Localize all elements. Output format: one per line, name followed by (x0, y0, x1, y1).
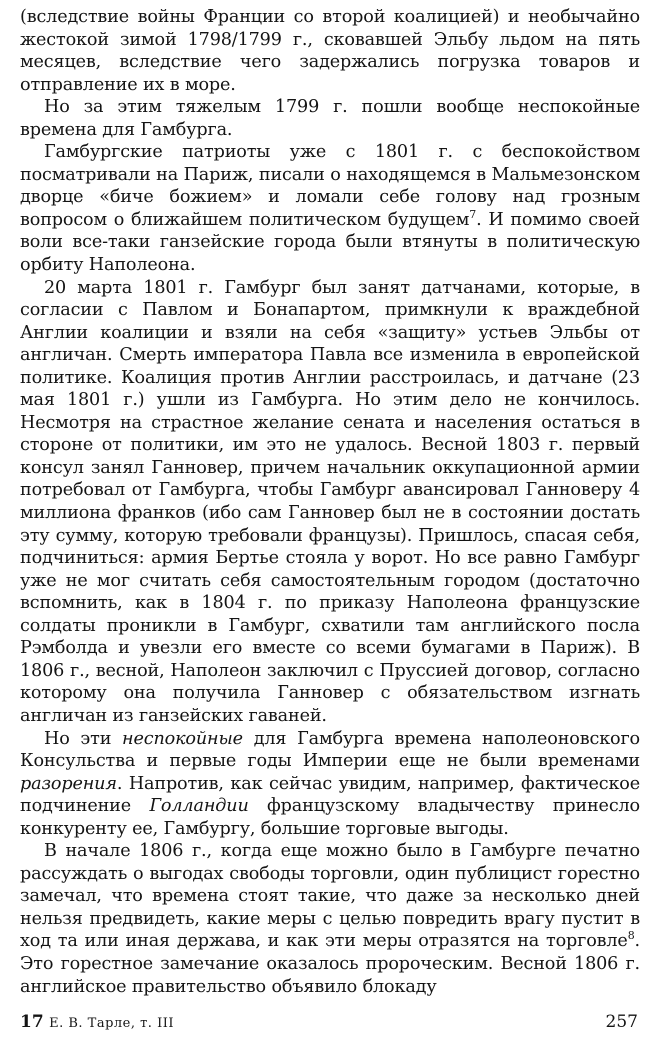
page-footer (20, 1012, 638, 1038)
paragraph-1 (20, 6, 640, 96)
signature-number: 17 (20, 1012, 44, 1032)
text-run: французскому владычеству принесло конкуренту ее, Гамбургу, большие торговые выгоды. (20, 796, 640, 839)
printer-signature (20, 1012, 174, 1032)
text-run: для Гамбурга времена наполеоновского Консульства и первые годы Империи еще не были временами (20, 728, 640, 772)
text-run: В начале 1806 г., когда еще можно было в Гамбурге печатно рассуждать о выгодах свободы торговли, один публицист горестно замечал, что времена стоят такие, что даже за несколько дней нельзя предвидеть, какие меры с целью повредить врагу пустит в ход та или иная держава, и как эти меры отразятся на торговле (20, 841, 640, 952)
text-run: Но эти (44, 728, 123, 749)
emphasis-text: Голландии (149, 796, 249, 817)
footnote-marker: 7 (469, 208, 477, 222)
text-run: (вследствие войны Франции со второй коалицией) и необычайно жестокой зимой 1798/1799 г., сковавшей Эльбу льдом на пять месяцев, вследствие чего задержались погрузка товаров и отправление их в море. (20, 7, 640, 95)
text-run: Но за этим тяжелым 1799 г. пошли вообще неспокойные времена для Гамбурга. (20, 97, 640, 140)
signature-text: Е. В. Тарле, т. III (49, 1016, 174, 1031)
text-run: . И помимо своей воли все-таки ганзейские города были втянуты в политическую орбиту Наполеона. (20, 209, 640, 276)
emphasis-text: разорения (20, 773, 117, 794)
text-run: Гамбургские патриоты уже с 1801 г. с беспокойством посматривали на Париж, писали о находящемся в Мальмезонском дворце «биче божием» и ломали себе голову над грозным вопросом о ближайшем политическом будущем (20, 142, 640, 230)
text-run: . Это горестное замечание оказалось пророческим. Весной 1806 г. английское правительство объявило блокаду (20, 931, 640, 997)
paragraph-3 (20, 141, 640, 276)
text-run: . Напротив, как сейчас увидим, например, фактическое подчинение (20, 773, 640, 817)
footnote-marker: 8 (627, 929, 635, 943)
paragraph-4 (20, 277, 640, 728)
paragraph-6 (20, 840, 640, 998)
paragraph-2 (20, 96, 640, 141)
text-run: 20 марта 1801 г. Гамбург был занят датчанами, которые, в согласии с Павлом и Бонапартом, примкнули к враждебной Англии коалиции и взяли на себя «защиту» устьев Эльбы от англичан. Смерть императора Павла все изменила в европейской политике. Коалиция против Англии расстроилась, и датчане (23 мая 1801 г.) ушли из Гамбурга. Но этим дело не кончилось. Несмотря на страстное желание сената и населения остаться в стороне от политики, им это не удалось. Весной 1803 г. первый консул занял Ганновер, причем начальник оккупационной армии потребовал от Гамбурга, чтобы Гамбург авансировал Ганноверу 4 миллиона франков (ибо сам Ганновер был не в состоянии достать эту сумму, которую требовали французы). Пришлось, спасая себя, подчиниться: армия Бертье стояла у ворот. Но все равно Гамбург уже не мог считать себя самостоятельным городом (достаточно вспомнить, как в 1804 г. по приказу Наполеона французские солдаты проникли в Гамбург, схватили там английского посла Рэмболда и увезли его вместе со всеми бумагами в Париж). В 1806 г., весной, Наполеон заключил с Пруссией договор, согласно которому она получила Ганновер с обязательством изгнать англичан из ганзейских гаваней. (20, 277, 640, 726)
emphasis-text: неспокойные (122, 728, 243, 749)
page-number: 257 (605, 1012, 638, 1032)
page-body (20, 6, 640, 998)
paragraph-5 (20, 728, 640, 841)
